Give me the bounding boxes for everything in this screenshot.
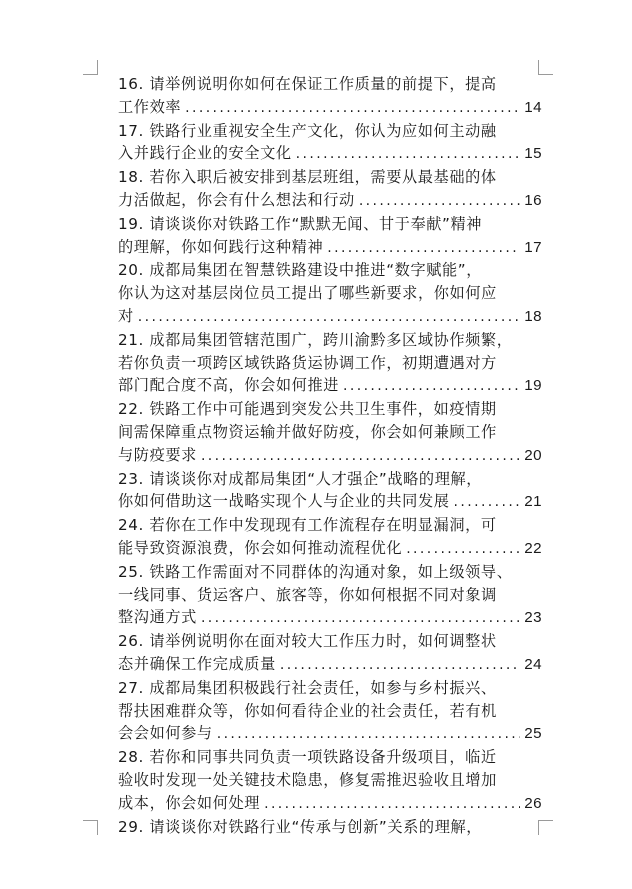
toc-entry-line: 17. 铁路行业重视安全生产文化，你认为应如何主动融 bbox=[118, 121, 497, 140]
toc-entry[interactable] bbox=[118, 630, 542, 677]
dot-leader bbox=[454, 491, 521, 514]
toc-entry-text: 你如何借助这一战略实现个人与企业的共同发展 bbox=[118, 492, 450, 511]
toc-entry-last-line bbox=[118, 189, 542, 213]
toc-entry[interactable] bbox=[118, 677, 542, 746]
toc-page-number: 24 bbox=[524, 655, 542, 673]
toc-entry-line: 24. 若你在工作中发现现有工作流程存在明显漏洞，可 bbox=[118, 516, 497, 535]
toc-entry[interactable] bbox=[118, 329, 542, 398]
toc-entry-text: 能导致资源浪费，你会如何推动流程优化 bbox=[118, 538, 403, 557]
toc-entry-line: 一线同事、货运客户、旅客等，你如何根据不同对象调 bbox=[118, 585, 497, 604]
toc-entry-last-line bbox=[118, 96, 542, 120]
toc-entry-last-line bbox=[118, 606, 542, 630]
toc-entry[interactable] bbox=[118, 514, 542, 561]
toc-page-number: 25 bbox=[524, 725, 542, 743]
toc-entry-last-line bbox=[118, 305, 542, 329]
toc-entry[interactable] bbox=[118, 468, 542, 515]
crop-mark-bottom-left bbox=[83, 820, 98, 835]
toc-page-number: 15 bbox=[524, 145, 542, 163]
dot-leader bbox=[327, 237, 520, 260]
toc-entry-last-line bbox=[118, 653, 542, 677]
toc-entry-last-line bbox=[118, 792, 542, 816]
toc-page-number: 21 bbox=[524, 493, 542, 511]
toc-entry-line: 若你负责一项跨区域铁路货运协调工作，初期遭遇对方 bbox=[118, 353, 497, 372]
toc-entry-line: 20. 成都局集团在智慧铁路建设中推进“数字赋能”， bbox=[118, 261, 483, 280]
toc-entry-line: 你认为这对基层岗位员工提出了哪些新要求，你如何应 bbox=[118, 284, 497, 303]
toc-entry[interactable] bbox=[118, 259, 542, 328]
toc-entry-last-line bbox=[118, 722, 542, 746]
dot-leader bbox=[201, 445, 520, 468]
toc-entry-line: 26. 请举例说明你在面对较大工作压力时，如何调整状 bbox=[118, 632, 497, 651]
dot-leader bbox=[296, 143, 521, 166]
toc-entry-line: 29. 请谈谈你对铁路行业“传承与创新”关系的理解， bbox=[118, 817, 483, 836]
toc-entry-text: 与防疫要求 bbox=[118, 445, 197, 464]
toc-entry-last-line bbox=[118, 490, 542, 514]
toc-entry-line: 间需保障重点物资运输并做好防疫，你会如何兼顾工作 bbox=[118, 422, 497, 441]
toc-entry[interactable] bbox=[118, 120, 542, 167]
toc-page-number: 14 bbox=[524, 98, 542, 116]
toc-entry-last-line bbox=[118, 236, 542, 260]
toc-entry-text: 会会如何参与 bbox=[118, 724, 213, 743]
toc-page-number: 22 bbox=[524, 539, 542, 557]
toc-page-number: 16 bbox=[524, 191, 542, 209]
dot-leader bbox=[185, 97, 520, 120]
toc-entry[interactable] bbox=[118, 398, 542, 467]
toc-entry-line: 帮扶困难群众等，你如何看待企业的社会责任，若有机 bbox=[118, 701, 497, 720]
dot-leader bbox=[406, 538, 520, 561]
toc-entry-line: 22. 铁路工作中可能遇到突发公共卫生事件，如疫情期 bbox=[118, 400, 497, 419]
toc-entry-last-line bbox=[118, 537, 542, 561]
toc-entry-text: 入并践行企业的安全文化 bbox=[118, 144, 292, 163]
toc-entry[interactable] bbox=[118, 166, 542, 213]
dot-leader bbox=[280, 654, 520, 677]
toc-entry-text: 的理解，你如何践行这种精神 bbox=[118, 237, 324, 256]
toc-entry[interactable] bbox=[118, 213, 542, 260]
dot-leader bbox=[138, 306, 521, 329]
toc-entry-last-line bbox=[118, 374, 542, 398]
toc-entry-line: 验收时发现一处关键技术隐患，修复需推迟验收且增加 bbox=[118, 770, 497, 789]
dot-leader bbox=[264, 793, 520, 816]
toc-entry-line: 16. 请举例说明你如何在保证工作质量的前提下，提高 bbox=[118, 75, 497, 93]
toc-entry-line: 25. 铁路工作需面对不同群体的沟通对象，如上级领导、 bbox=[118, 562, 513, 581]
dot-leader bbox=[217, 723, 521, 746]
toc-entry-line: 23. 请谈谈你对成都局集团“人才强企”战略的理解， bbox=[118, 469, 483, 488]
toc-entry-text: 工作效率 bbox=[118, 97, 182, 116]
dot-leader bbox=[343, 375, 520, 398]
toc-page-number: 18 bbox=[524, 307, 542, 325]
dot-leader bbox=[201, 607, 520, 630]
toc-entry-line: 27. 成都局集团积极践行社会责任，如参与乡村振兴、 bbox=[118, 678, 497, 697]
toc-entry-text: 对 bbox=[118, 306, 134, 325]
toc-page-number: 19 bbox=[524, 377, 542, 395]
toc-entry-text: 整沟通方式 bbox=[118, 608, 197, 627]
toc-entry-text: 部门配合度不高，你会如何推进 bbox=[118, 376, 340, 395]
toc-entry-text: 成本，你会如何处理 bbox=[118, 793, 261, 812]
toc-entry-line: 21. 成都局集团管辖范围广，跨川渝黔多区域协作频繁， bbox=[118, 330, 513, 349]
toc-entry[interactable] bbox=[118, 73, 542, 120]
toc-entry[interactable] bbox=[118, 561, 542, 630]
table-of-contents bbox=[118, 73, 542, 838]
toc-entry-line: 28. 若你和同事共同负责一项铁路设备升级项目，临近 bbox=[118, 748, 497, 767]
toc-entry-text: 力活做起，你会有什么想法和行动 bbox=[118, 190, 355, 209]
toc-entry-last-line bbox=[118, 444, 542, 468]
toc-page-number: 17 bbox=[524, 238, 542, 256]
toc-entry[interactable] bbox=[118, 746, 542, 815]
toc-entry-line: 19. 请谈谈你对铁路工作“默默无闻、甘于奉献”精神 bbox=[118, 214, 483, 233]
crop-mark-top-left bbox=[83, 60, 98, 75]
toc-entry-last-line bbox=[118, 142, 542, 166]
toc-trailing-entry[interactable] bbox=[118, 816, 542, 839]
toc-page-number: 26 bbox=[524, 794, 542, 812]
toc-entry-line: 18. 若你入职后被安排到基层班组，需要从最基础的体 bbox=[118, 168, 497, 187]
dot-leader bbox=[359, 190, 520, 213]
toc-page-number: 20 bbox=[524, 446, 542, 464]
toc-page-number: 23 bbox=[524, 609, 542, 627]
toc-entry-text: 态并确保工作完成质量 bbox=[118, 654, 276, 673]
